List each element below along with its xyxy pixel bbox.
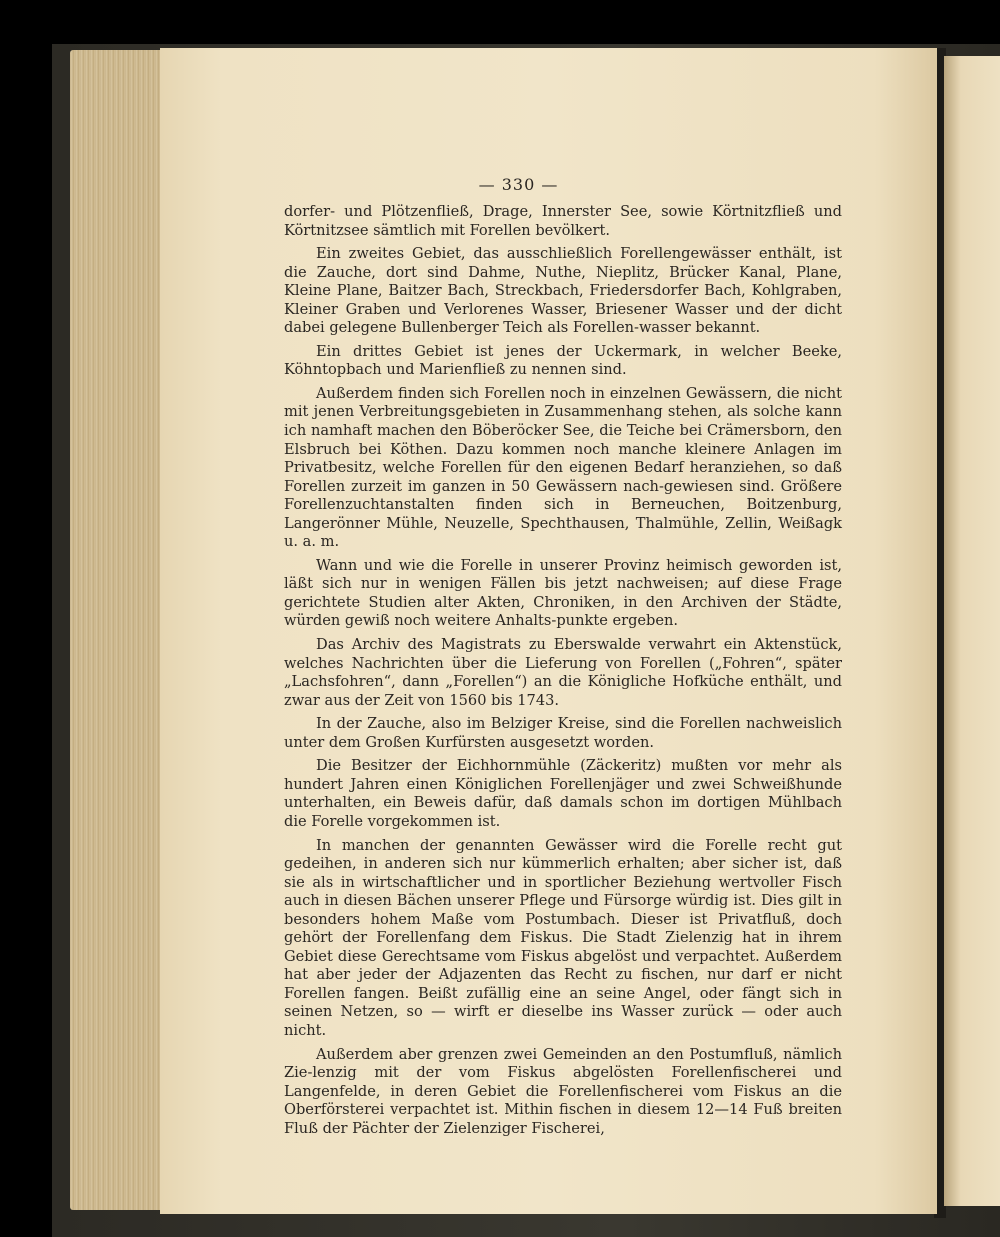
paragraph: Die Besitzer der Eichhornmühle (Zäckeritz) mußten vor mehr als hundert Jahren einen Königlichen Forellenjäger und zwei Schweißhunde unterhalten, ein Beweis dafür, daß damals schon im dortigen Mühlbach die Forelle vorgekommen ist. — [284, 757, 842, 830]
paragraph: Außerdem finden sich Forellen noch in einzelnen Gewässern, die nicht mit jenen Verbreitungsgebieten in Zusammenhang stehen, als solche kann ich namhaft machen den Böberöcker See, die Teiche bei Crämersborn, den Elsbruch bei Köthen. Dazu kommen noch manche kleinere Anlagen im Privatbesitz, welche Forellen für den eigenen Bedarf heranziehen, so daß Forellen zurzeit im ganzen in 50 Gewässern nach-gewiesen sind. Größere Forellenzuchtanstalten finden sich in Berneuchen, Boitzenburg, Langerönner Mühle, Neuzelle, Spechthausen, Thalmühle, Zellin, Weißagk u. a. m. — [284, 384, 842, 551]
page-number: — 330 — — [478, 175, 559, 194]
paragraph: Das Archiv des Magistrats zu Eberswalde verwahrt ein Aktenstück, welches Nachrichten über die Lieferung von Forellen („Fohren“, später „Lachsfohren“, dann „Forellen“) an die Königliche Hofküche enthält, und zwar aus der Zeit von 1560 bis 1743. — [284, 636, 842, 709]
paragraph: Ein drittes Gebiet ist jenes der Uckermark, in welcher Beeke, Köhntopbach und Marienfließ zu nennen sind. — [284, 342, 842, 379]
paragraph: Ein zweites Gebiet, das ausschließlich Forellengewässer enthält, ist die Zauche, dort sind Dahme, Nuthe, Nieplitz, Brücker Kanal, Plane, Kleine Plane, Baitzer Bach, Streckbach, Friedersdorfer Bach, Kohlgraben, Kleiner Graben und Verlorenes Wasser, Briesener Wasser und der dicht dabei gelegene Bullenberger Teich als Forellen-wasser bekannt. — [284, 245, 842, 337]
page-edges — [70, 50, 162, 1210]
paragraph: Außerdem aber grenzen zwei Gemeinden an den Postumfluß, nämlich Zie-lenzig mit der vom Fiskus abgelösten Forellenfischerei und Langenfelde, in deren Gebiet die Forellenfischerei vom Fiskus an die Oberförsterei verpachtet ist. Mithin fischen in diesem 12—14 Fuß breiten Fluß der Pächter der Zielenziger Fischerei, — [284, 1045, 842, 1137]
facing-page-edge — [944, 56, 1000, 1206]
page-text — [284, 203, 842, 1143]
paragraph: In manchen der genannten Gewässer wird die Forelle recht gut gedeihen, in anderen sich nur kümmerlich erhalten; aber sicher ist, daß sie als in wirtschaftlicher und in sportlicher Beziehung wertvoller Fisch auch in diesen Bächen unserer Pflege und Fürsorge würdig ist. Dies gilt in besonders hohem Maße vom Postumbach. Dieser ist Privatfluß, doch gehört der Forellenfang dem Fiskus. Die Stadt Zielenzig hat in ihrem Gebiet diese Gerechtsame vom Fiskus abgelöst und verpachtet. Außerdem hat aber jeder der Adjazenten das Recht zu fischen, nur darf er nicht Forellen fangen. Beißt zufällig eine an seine Angel, oder fängt sich in seinen Netzen, so — wirft er dieselbe ins Wasser zurück — oder auch nicht. — [284, 836, 842, 1039]
book-page — [160, 48, 937, 1214]
paragraph: dorfer- und Plötzenfließ, Drage, Innerster See, sowie Körtnitzfließ und Körtnitzsee sämtlich mit Forellen bevölkert. — [284, 203, 842, 239]
paragraph: Wann und wie die Forelle in unserer Provinz heimisch geworden ist, läßt sich nur in wenigen Fällen bis jetzt nachweisen; auf diese Frage gerichtete Studien alter Akten, Chroniken, in den Archiven der Städte, würden gewiß noch weitere Anhalts-punkte ergeben. — [284, 556, 842, 630]
paragraph: In der Zauche, also im Belziger Kreise, sind die Forellen nachweislich unter dem Großen Kurfürsten ausgesetzt worden. — [284, 715, 842, 751]
